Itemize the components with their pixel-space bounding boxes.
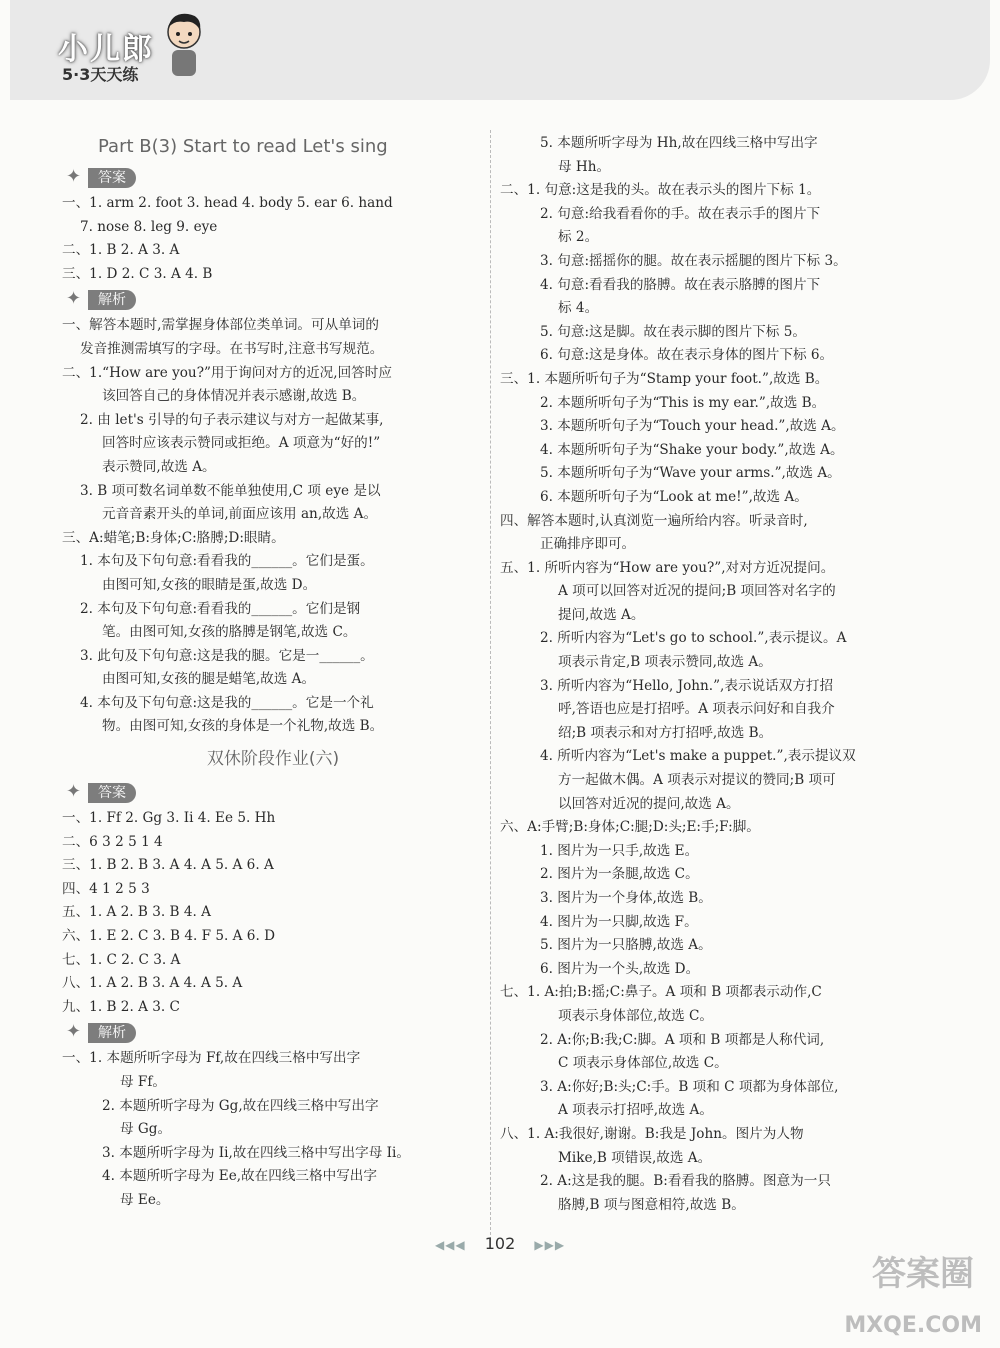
analysis-line: 2. 由 let's 引导的句子表示建议与对方一起做某事, — [80, 411, 384, 428]
answer-header — [66, 166, 484, 190]
analysis-line: 2. 图片为一条腿,故选 C。 — [540, 866, 699, 883]
watermark-title: 答案圈 — [872, 1254, 974, 1294]
analysis-line: 标 4。 — [558, 300, 599, 317]
right-column — [500, 132, 930, 1217]
analysis-line: 6. 本题所听句子为“Look at me!”,故选 A。 — [540, 488, 808, 505]
analysis-line: 4. 句意:看看我的胳膊。故在表示胳膊的图片下 — [540, 276, 821, 293]
analysis-line: 提问,故选 A。 — [558, 606, 645, 623]
part-title: Part B(3) Start to read Let's sing — [98, 136, 388, 157]
analysis-line: 一、解答本题时,需掌握身体部位类单词。可从单词的 — [62, 317, 379, 334]
series-label: 5·3天天练 — [62, 65, 139, 84]
answer-header — [66, 781, 484, 805]
page-number: 102 — [484, 1234, 516, 1253]
star-icon: ✦ — [66, 288, 82, 310]
analysis-line: 母 Ee。 — [120, 1191, 170, 1208]
answer-label: 答案 — [88, 168, 136, 188]
answer-line: 七、1. C 2. C 3. A — [62, 951, 181, 968]
analysis-line: 5. 本题所听句子为“Wave your arms.”,故选 A。 — [540, 465, 841, 482]
answer-line: 五、1. A 2. B 3. B 4. A — [62, 904, 211, 921]
header-band — [10, 0, 990, 100]
analysis-line: 5. 图片为一只胳膊,故选 A。 — [540, 937, 712, 954]
analysis-line: 1. 本句及下句句意:看看我的______。它们是蛋。 — [80, 553, 374, 570]
analysis-line: 二、1.“How are you?”用于询问对方的近况,回答时应 — [62, 364, 392, 381]
star-icon: ✦ — [66, 166, 82, 187]
analysis-label: 解析 — [88, 290, 136, 310]
analysis-line: 母 Hh。 — [558, 158, 611, 175]
answer-line: 一、1. Ff 2. Gg 3. Ii 4. Ee 5. Hh — [62, 810, 276, 827]
brand-logo: 小儿郎 — [58, 32, 154, 67]
answer-line: 九、1. B 2. A 3. C — [62, 998, 180, 1015]
analysis-line: 胳膊,B 项与图意相符,故选 B。 — [558, 1196, 745, 1213]
analysis-line: C 项表示身体部位,故选 C。 — [558, 1055, 728, 1072]
analysis-line: 一、1. 本题所听字母为 Ff,故在四线三格中写出字 — [62, 1050, 361, 1067]
analysis-line: 该回答自己的身体情况并表示感谢,故选 B。 — [102, 388, 366, 405]
answer-line: 一、1. arm 2. foot 3. head 4. body 5. ear 6. hand — [62, 195, 393, 211]
next-arrows-icon: ▶▶▶ — [534, 1238, 566, 1252]
answer-line: 二、1. B 2. A 3. A — [62, 242, 180, 259]
analysis-line: 2. 本题所听句子为“This is my ear.”,故选 B。 — [540, 394, 826, 411]
answer-line: 三、1. D 2. C 3. A 4. B — [62, 265, 213, 282]
analysis-line: 三、A:蜡笔;B:身体;C:胳膊;D:眼睛。 — [62, 529, 285, 546]
analysis-line: 5. 本题所听字母为 Hh,故在四线三格中写出字 — [540, 135, 818, 151]
analysis-line: 4. 本题所听句子为“Shake your body.”,故选 A。 — [540, 441, 844, 458]
analysis-line: 3. 此句及下句句意:这是我的腿。它是一______。 — [80, 647, 374, 664]
left-column — [62, 128, 484, 1213]
analysis-line: 6. 图片为一个头,故选 D。 — [540, 960, 700, 977]
prev-arrows-icon: ◀◀◀ — [434, 1238, 466, 1252]
analysis-line: 标 2。 — [558, 229, 599, 246]
analysis-line: 2. A:这是我的腿。B:看看我的胳膊。图意为一只 — [540, 1173, 831, 1190]
analysis-line: Mike,B 项错误,故选 A。 — [558, 1149, 712, 1166]
analysis-line: 元音音素开头的单词,前面应该用 an,故选 A。 — [102, 506, 378, 523]
analysis-line: 笔。由图可知,女孩的胳膊是钢笔,故选 C。 — [102, 624, 357, 641]
analysis-line: 物。由图可知,女孩的身体是一个礼物,故选 B。 — [102, 718, 384, 735]
answer-line: 二、6 3 2 5 1 4 — [62, 833, 163, 850]
analysis-line: 表示赞同,故选 A。 — [102, 458, 216, 475]
analysis-line: 3. A:你好;B:头;C:手。B 项和 C 项都为身体部位, — [540, 1078, 839, 1095]
answer-line: 六、1. E 2. C 3. B 4. F 5. A 6. D — [62, 928, 275, 945]
analysis-line: 3. 本题所听字母为 Ii,故在四线三格中写出字母 Ii。 — [102, 1144, 410, 1161]
analysis-line: 2. 句意:给我看看你的手。故在表示手的图片下 — [540, 205, 821, 222]
analysis-line: 三、1. 本题所听句子为“Stamp your foot.”,故选 B。 — [500, 370, 829, 387]
analysis-line: 由图可知,女孩的眼睛是蛋,故选 D。 — [102, 576, 317, 593]
watermark — [812, 1246, 982, 1338]
analysis-line: 3. B 项可数名词单数不能单独使用,C 项 eye 是以 — [80, 482, 381, 499]
analysis-line: 4. 图片为一只脚,故选 F。 — [540, 913, 698, 930]
answer-line: 四、4 1 2 5 3 — [62, 880, 150, 897]
analysis-line: 方一起做木偶。A 项表示对提议的赞同;B 项可 — [558, 772, 836, 789]
analysis-line: 绍;B 项表示和对方打招呼,故选 B。 — [558, 724, 773, 741]
analysis-line: 八、1. A:我很好,谢谢。B:我是 John。图片为人物 — [500, 1125, 804, 1142]
analysis-line: 4. 本题所听字母为 Ee,故在四线三格中写出字 — [102, 1168, 377, 1185]
analysis-line: 4. 本句及下句句意:这是我的______。它是一个礼 — [80, 694, 374, 711]
analysis-header — [66, 288, 484, 312]
analysis-line: 正确排序即可。 — [540, 536, 636, 553]
analysis-line: 2. 所听内容为“Let's go to school.”,表示提议。A — [540, 630, 847, 647]
analysis-label: 解析 — [88, 1023, 136, 1043]
analysis-line: 四、解答本题时,认真浏览一遍所给内容。听录音时, — [500, 512, 808, 529]
analysis-line: 七、1. A:拍;B:摇;C:鼻子。A 项和 B 项都表示动作,C — [500, 984, 822, 1001]
star-icon: ✦ — [66, 1021, 82, 1043]
column-divider — [490, 130, 491, 1240]
analysis-line: 3. 本题所听句子为“Touch your head.”,故选 A。 — [540, 418, 845, 435]
answer-label: 答案 — [88, 783, 136, 803]
answer-line: 八、1. A 2. B 3. A 4. A 5. A — [62, 975, 243, 992]
watermark-url: MXQE.COM — [844, 1313, 982, 1338]
analysis-line: 1. 图片为一只手,故选 E。 — [540, 842, 699, 859]
analysis-line: 2. 本题所听字母为 Gg,故在四线三格中写出字 — [102, 1097, 379, 1114]
analysis-line: 二、1. 句意:这是我的头。故在表示头的图片下标 1。 — [500, 182, 821, 199]
analysis-line: 以回答对近况的提问,故选 A。 — [558, 795, 740, 812]
analysis-line: 项表示肯定,B 项表示赞同,故选 A。 — [558, 654, 772, 671]
star-icon: ✦ — [66, 781, 82, 803]
mascot-icon — [160, 10, 208, 80]
analysis-line: 五、1. 所听内容为“How are you?”,对对方近况提问。 — [500, 559, 835, 576]
analysis-line: 3. 句意:摇摇你的腿。故在表示摇腿的图片下标 3。 — [540, 252, 847, 269]
analysis-line: 项表示身体部位,故选 C。 — [558, 1007, 713, 1024]
analysis-line: 呼,答语也应是打招呼。A 项表示问好和自我介 — [558, 701, 835, 718]
analysis-line: 3. 图片为一个身体,故选 B。 — [540, 890, 712, 906]
analysis-line: 母 Ff。 — [120, 1074, 166, 1090]
analysis-line: 母 Gg。 — [120, 1121, 172, 1138]
analysis-line: 发音推测需填写的字母。在书写时,注意书写规范。 — [80, 340, 384, 357]
analysis-header — [66, 1021, 484, 1045]
analysis-line: 由图可知,女孩的腿是蜡笔,故选 A。 — [102, 671, 316, 688]
analysis-line: 2. 本句及下句句意:看看我的______。它们是钢 — [80, 600, 361, 617]
analysis-line: A 项表示打招呼,故选 A。 — [558, 1102, 713, 1119]
stage-title: 双休阶段作业(六) — [206, 749, 340, 770]
analysis-line: 6. 句意:这是身体。故在表示身体的图片下标 6。 — [540, 347, 834, 364]
analysis-line: 2. A:你;B:我;C:脚。A 项和 B 项都是人称代词, — [540, 1031, 825, 1048]
analysis-line: 4. 所听内容为“Let's make a puppet.”,表示提议双 — [540, 748, 856, 765]
analysis-line: 3. 所听内容为“Hello, John.”,表示说话双方打招 — [540, 677, 834, 694]
analysis-line: 回答时应该表示赞同或拒绝。A 项意为“好的!” — [102, 435, 381, 452]
answer-line: 7. nose 8. leg 9. eye — [80, 218, 218, 235]
answer-line: 三、1. B 2. B 3. A 4. A 5. A 6. A — [62, 857, 274, 874]
analysis-line: 5. 句意:这是脚。故在表示脚的图片下标 5。 — [540, 323, 806, 340]
analysis-line: A 项可以回答对近况的提问;B 项回答对名字的 — [558, 583, 836, 600]
analysis-line: 六、A:手臂;B:身体;C:腿;D:头;E:手;F:脚。 — [500, 819, 760, 836]
